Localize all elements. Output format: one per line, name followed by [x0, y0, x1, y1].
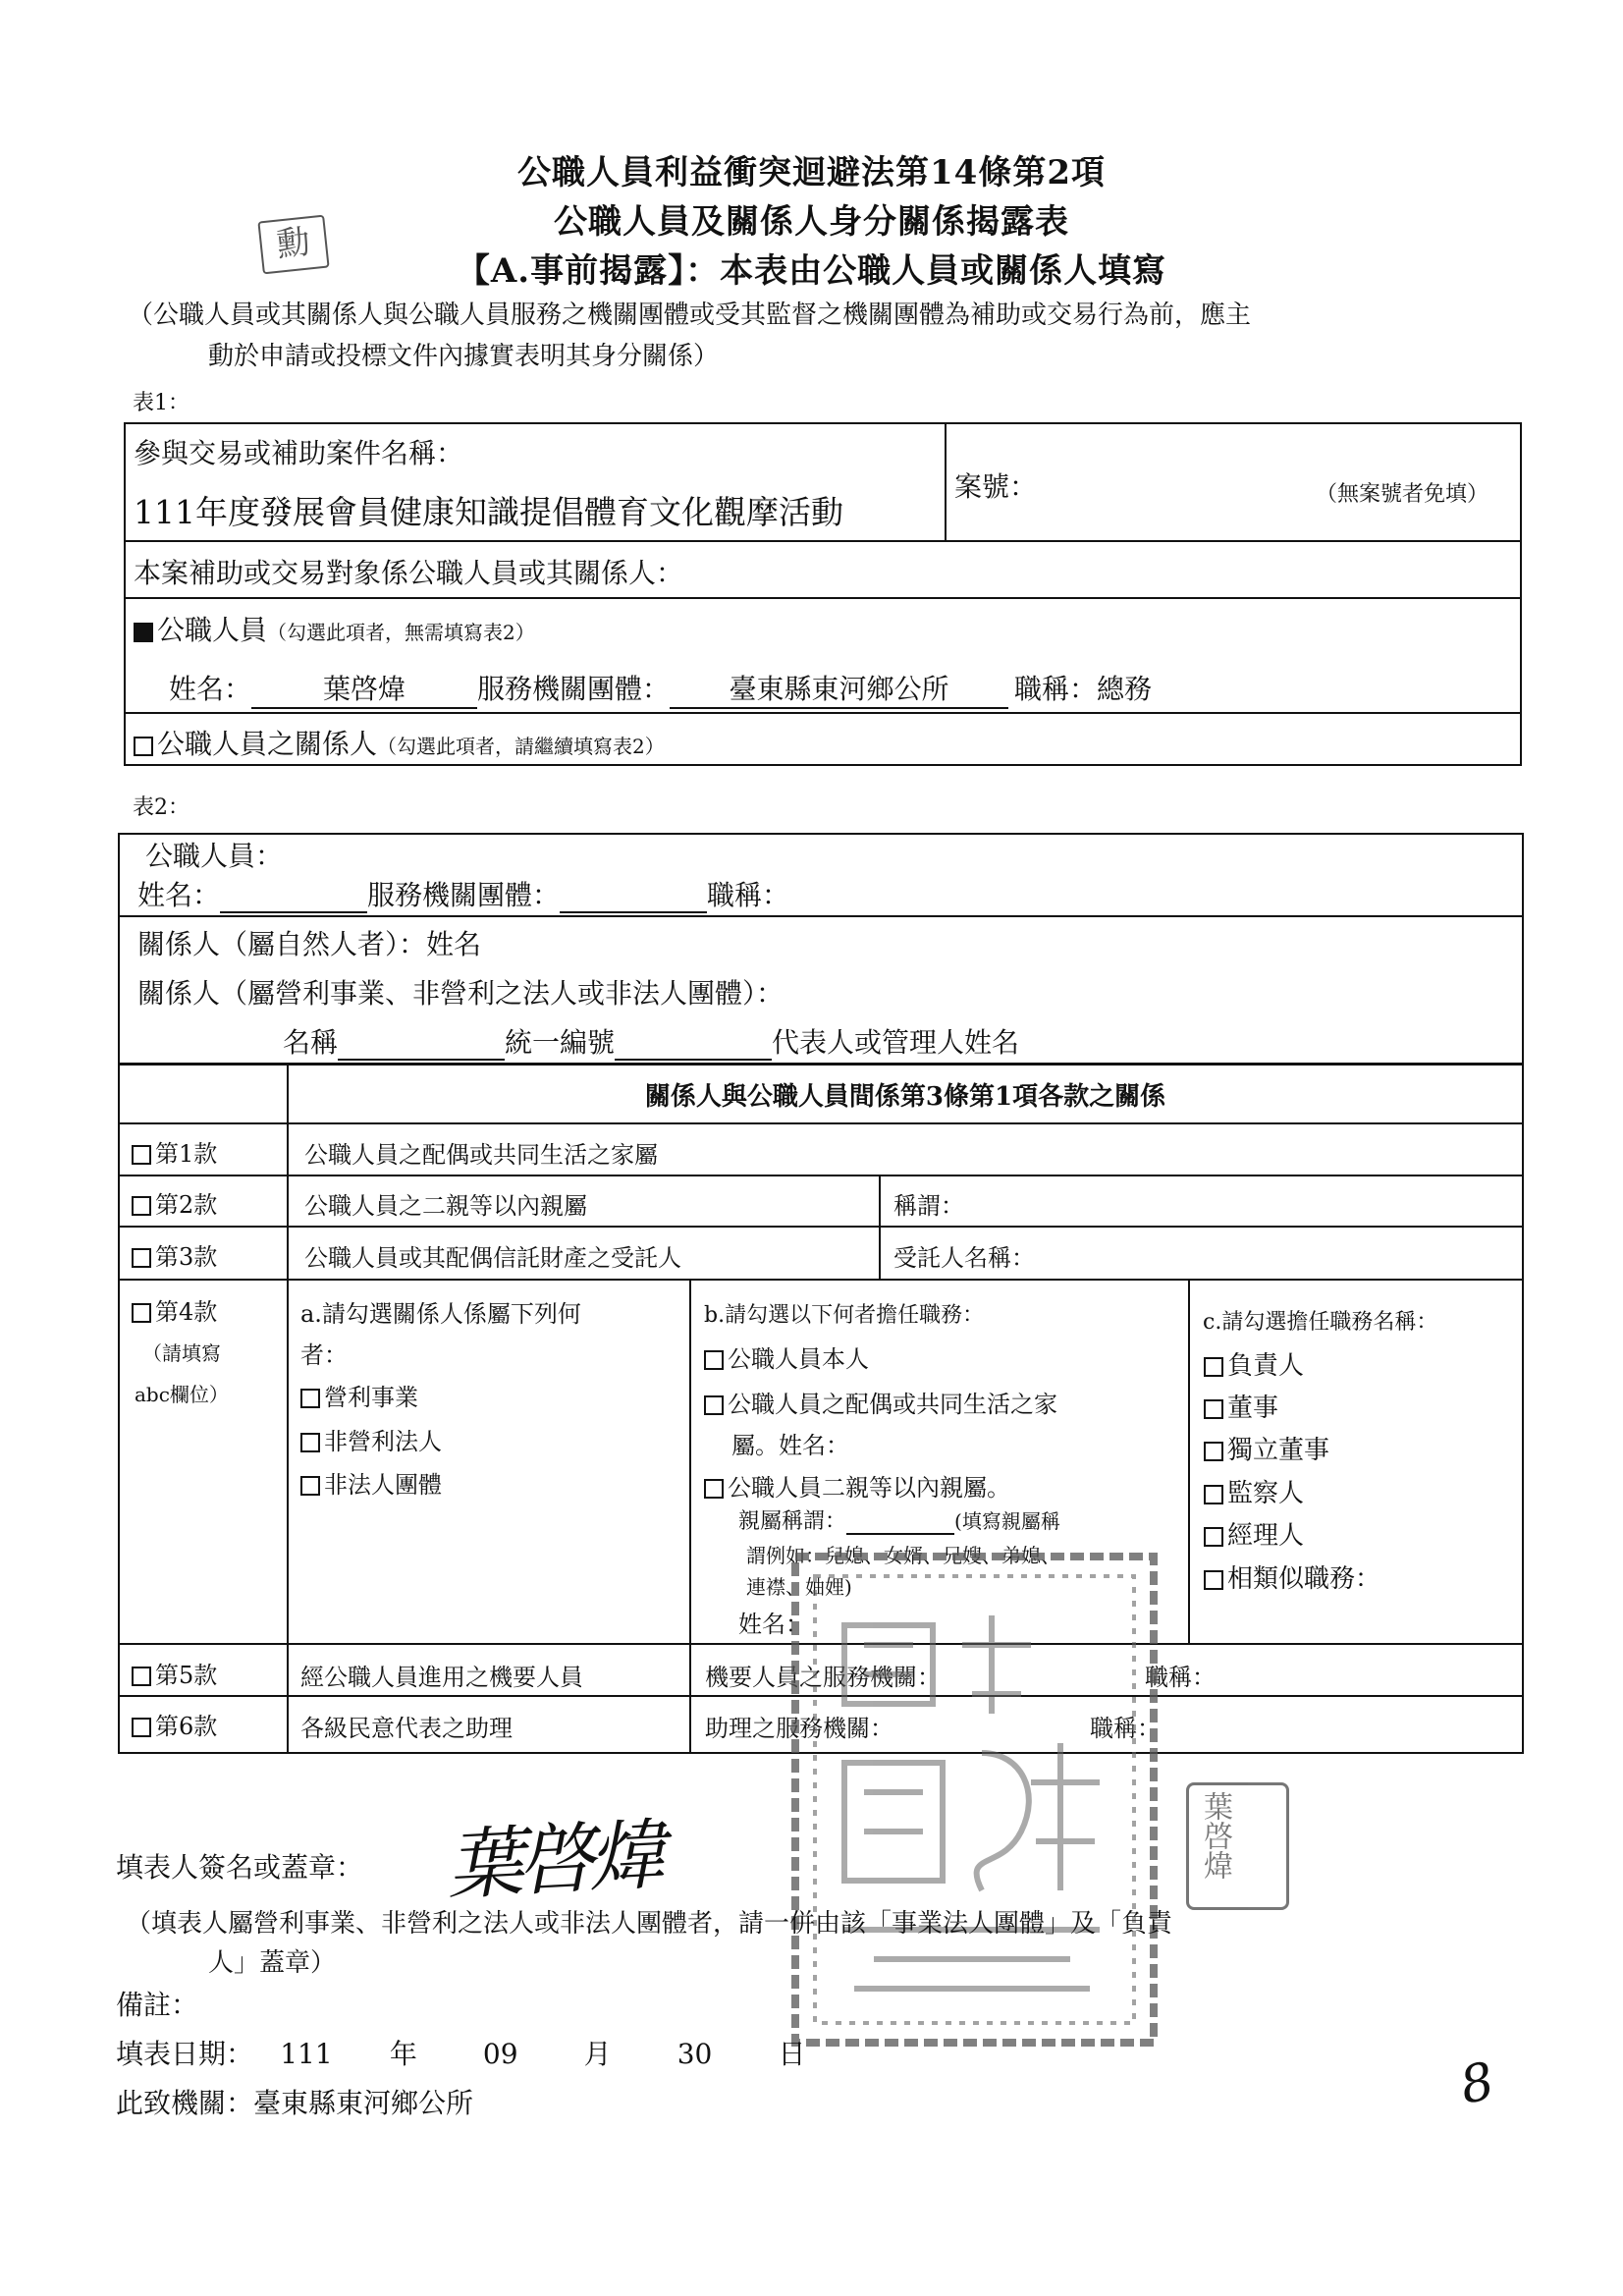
clause2-option[interactable]	[132, 1185, 217, 1220]
col-b-opt2-label: 公職人員之配偶或共同生活之家	[728, 1391, 1057, 1418]
official-info-row	[169, 668, 1152, 709]
entity-name-label: 名稱	[283, 1026, 339, 1059]
col-c-opt6-checkbox[interactable]	[1204, 1570, 1223, 1590]
col-a-opt3-checkbox[interactable]	[300, 1476, 320, 1496]
t2-rule4	[118, 1175, 1524, 1176]
case-no-note: （無案號者免填）	[1316, 482, 1489, 507]
col-b-opt1[interactable]	[704, 1339, 869, 1374]
clause4-note2: abc欄位）	[135, 1383, 229, 1406]
case-name-label: 參與交易或補助案件名稱：	[134, 437, 464, 469]
col-c-opt6[interactable]	[1204, 1558, 1380, 1595]
t2-col-b	[689, 1279, 691, 1754]
t2-agency-label: 服務機關團體：	[367, 879, 561, 911]
clause2-extra: 稱謂：	[893, 1192, 964, 1220]
intro-line1: （公職人員或其關係人與公職人員服務之機關團體或受其監督之機關團體為補助或交易行為前，應主	[128, 301, 1252, 330]
official-option-label: 公職人員	[157, 614, 268, 646]
clause2-label: 第2款	[155, 1191, 218, 1219]
col-b-opt2[interactable]	[704, 1385, 1057, 1419]
t2-official-label: 公職人員：	[145, 840, 284, 872]
clause6-extra1: 助理之服務機關：	[705, 1715, 893, 1742]
date-year: 111	[280, 2038, 333, 2070]
case-no-label: 案號：	[954, 470, 1038, 503]
clause3-desc: 公職人員或其配偶信託財產之受託人	[304, 1244, 681, 1272]
remark-label: 備註：	[116, 1989, 199, 2021]
col-c-opt1-label: 負責人	[1227, 1351, 1305, 1381]
col-a-opt2-label: 非營利法人	[324, 1428, 442, 1455]
relative-option-label: 公職人員之關係人	[157, 728, 378, 760]
table1-label: 表1：	[133, 391, 189, 415]
col-b-name-label: 姓名：	[738, 1611, 809, 1638]
clause4-note1: （請填寫	[142, 1341, 221, 1365]
t2-rule6	[118, 1279, 1524, 1281]
col-b-rel-note1: (填寫親屬稱	[954, 1509, 1060, 1533]
date-row	[116, 2033, 836, 2072]
col-c-opt4[interactable]	[1204, 1473, 1304, 1509]
clause4-option[interactable]	[132, 1292, 217, 1327]
to-label: 此致機關：	[116, 2087, 254, 2119]
to-row	[116, 2082, 473, 2121]
col-c-opt4-checkbox[interactable]	[1204, 1485, 1223, 1504]
intro-line2: 動於申請或投標文件內據實表明其身分關係）	[208, 342, 720, 371]
official-seal	[785, 1547, 1163, 2052]
clause6-desc: 各級民意代表之助理	[300, 1715, 513, 1742]
official-option[interactable]	[134, 609, 535, 648]
t2-official-row	[137, 874, 789, 913]
entity-id-label: 統一編號	[505, 1026, 616, 1059]
clause6-extra2: 職稱：	[1090, 1715, 1161, 1742]
agency-value: 臺東縣東河鄉公所	[670, 668, 1008, 709]
t2-title-label: 職稱：	[707, 879, 790, 911]
agency-label: 服務機關團體：	[477, 673, 671, 705]
col-c-opt6-label: 相類似職務：	[1227, 1564, 1381, 1594]
col-a-opt3-label: 非法人團體	[324, 1471, 442, 1499]
received-stamp-text: 勳	[274, 222, 312, 265]
t2-col1	[287, 1063, 289, 1754]
personal-seal	[1186, 1782, 1289, 1910]
clause6-checkbox[interactable]	[132, 1718, 151, 1737]
col-b-rel-blank[interactable]	[846, 1513, 954, 1535]
t2-entity-row	[283, 1021, 1019, 1061]
name-value: 葉啓煒	[251, 668, 477, 709]
relative-option[interactable]	[134, 723, 665, 762]
col-b-opt3[interactable]	[704, 1468, 1010, 1503]
table1-rule2	[124, 597, 1522, 599]
header-line2: 公職人員及關係人身分關係揭露表	[554, 202, 1069, 242]
col-b-rel-note3: 連襟、妯娌)	[746, 1575, 852, 1599]
col-b-opt2-line2: 屬。姓名：	[731, 1432, 849, 1459]
entity-name-blank[interactable]	[338, 1035, 505, 1061]
clause4-label: 第4款	[155, 1298, 218, 1326]
table2-label: 表2：	[133, 795, 189, 820]
relative-note: （勾選此項者，請繼續填寫表2）	[377, 735, 665, 758]
header-line3: 【A.事前揭露】：本表由公職人員或關係人填寫	[456, 251, 1167, 291]
col-a-opt1-label: 營利事業	[324, 1384, 418, 1411]
entity-rep-label: 代表人或管理人姓名	[772, 1026, 1020, 1059]
received-stamp	[257, 215, 329, 275]
col-c-opt2-label: 董事	[1227, 1394, 1279, 1423]
clause5-extra2: 職稱：	[1145, 1664, 1216, 1691]
col-a-opt2[interactable]	[300, 1422, 442, 1456]
col-a-opt1[interactable]	[300, 1378, 418, 1412]
clause3-checkbox[interactable]	[132, 1248, 151, 1268]
title-label: 職稱：	[1014, 673, 1098, 705]
clause4-checkbox[interactable]	[132, 1303, 151, 1323]
col-c-opt1-checkbox[interactable]	[1204, 1357, 1223, 1377]
month-label: 月	[583, 2038, 612, 2070]
name-label: 姓名：	[169, 673, 252, 705]
col-a-title1: a.請勾選關係人係屬下列何	[300, 1300, 581, 1328]
clause2-desc: 公職人員之二親等以內親屬	[304, 1192, 587, 1220]
col-c-opt5[interactable]	[1204, 1515, 1304, 1552]
col-a-opt2-checkbox[interactable]	[300, 1433, 320, 1452]
header-line1: 公職人員利益衝突迴避法第14條第2項	[517, 153, 1106, 192]
col-c-opt2[interactable]	[1204, 1388, 1278, 1424]
col-c-title: c.請勾選擔任職務名稱：	[1203, 1310, 1438, 1335]
clause5-desc: 經公職人員進用之機要人員	[300, 1664, 583, 1691]
t2-rule5	[118, 1226, 1524, 1228]
page-mark: 8	[1455, 2051, 1499, 2116]
date-month: 09	[482, 2038, 518, 2070]
title-value: 總務	[1097, 673, 1153, 705]
t2-col-c	[1188, 1279, 1190, 1643]
table1-divider	[945, 422, 947, 540]
date-day: 30	[676, 2038, 713, 2070]
col-c-opt5-checkbox[interactable]	[1204, 1527, 1223, 1547]
clause5-option[interactable]	[132, 1656, 217, 1690]
col-a-title2: 者：	[300, 1341, 348, 1369]
clause-header: 關係人與公職人員間係第3條第1項各款之關係	[644, 1082, 1166, 1112]
clause6-option[interactable]	[132, 1707, 217, 1741]
t2-agency-blank[interactable]	[560, 888, 707, 913]
col-c-opt4-label: 監察人	[1227, 1479, 1305, 1508]
col-b-opt3-label: 公職人員二親等以內親屬。	[728, 1474, 1010, 1502]
entity-id-blank[interactable]	[615, 1035, 772, 1061]
sign-note-line1: （填表人屬營利事業、非營利之法人或非法人團體者，請一併由該「事業法人團體」及「負責	[126, 1909, 1173, 1939]
col-c-opt3[interactable]	[1204, 1430, 1329, 1466]
t2-rule1	[118, 915, 1524, 917]
table1-rule3	[124, 712, 1522, 714]
relative-checkbox[interactable]	[134, 737, 153, 756]
day-label: 日	[778, 2038, 806, 2070]
table1	[124, 422, 1522, 766]
year-label: 年	[389, 2038, 417, 2070]
t2-rule3	[118, 1122, 1524, 1124]
t2-col-extra	[879, 1175, 881, 1279]
col-b-opt3-checkbox[interactable]	[704, 1479, 724, 1499]
col-c-opt3-checkbox[interactable]	[1204, 1442, 1223, 1461]
signature: 葉啓煒	[445, 1811, 662, 1911]
clause3-label: 第3款	[155, 1243, 218, 1271]
clause5-extra1: 機要人員之服務機關：	[705, 1664, 941, 1691]
clause6-label: 第6款	[155, 1713, 218, 1740]
clause1-desc: 公職人員之配偶或共同生活之家屬	[304, 1141, 658, 1169]
t2-name-blank[interactable]	[220, 888, 367, 913]
clause1-label: 第1款	[155, 1140, 218, 1168]
col-b-rel-label: 親屬稱謂：	[738, 1509, 847, 1534]
table1-rule1	[124, 540, 1522, 542]
official-note: （勾選此項者，無需填寫表2）	[267, 621, 535, 644]
clause3-option[interactable]	[132, 1237, 217, 1272]
sign-note-line2: 人」蓋章）	[208, 1948, 337, 1978]
clause1-checkbox[interactable]	[132, 1145, 151, 1165]
clause2-checkbox[interactable]	[132, 1196, 151, 1216]
personal-seal-text: 葉啓煒	[1198, 1791, 1232, 1880]
target-label: 本案補助或交易對象係公職人員或其關係人：	[134, 557, 684, 589]
col-a-opt3[interactable]	[300, 1465, 442, 1500]
col-b-rel-note2: 謂例如：兒媳、女婿、兄嫂、弟媳、	[746, 1544, 1060, 1567]
col-c-opt5-label: 經理人	[1227, 1521, 1305, 1551]
col-b-rel-row	[738, 1504, 1060, 1535]
col-b-opt1-label: 公職人員本人	[728, 1345, 869, 1373]
col-b-opt1-checkbox[interactable]	[704, 1350, 724, 1370]
t2-natural-label: 關係人（屬自然人者）：姓名	[137, 928, 482, 960]
t2-rule2	[118, 1063, 1524, 1066]
col-b-title: b.請勾選以下何者擔任職務：	[704, 1303, 985, 1328]
col-c-opt2-checkbox[interactable]	[1204, 1399, 1223, 1419]
col-c-opt3-label: 獨立董事	[1227, 1436, 1330, 1465]
date-label: 填表日期：	[116, 2038, 254, 2070]
clause5-label: 第5款	[155, 1662, 218, 1689]
to-value: 臺東縣東河鄉公所	[253, 2087, 474, 2119]
clause1-option[interactable]	[132, 1134, 217, 1169]
sign-label: 填表人簽名或蓋章：	[116, 1851, 364, 1884]
clause3-extra: 受託人名稱：	[893, 1244, 1035, 1272]
case-name-value: 111年度發展會員健康知識提倡體育文化觀摩活動	[134, 493, 843, 531]
official-checkbox[interactable]	[134, 623, 153, 642]
clause5-checkbox[interactable]	[132, 1667, 151, 1686]
t2-entity-label: 關係人（屬營利事業、非營利之法人或非法人團體）：	[137, 977, 784, 1010]
col-c-opt1[interactable]	[1204, 1345, 1304, 1382]
t2-name-label: 姓名：	[137, 879, 221, 911]
col-b-opt2-checkbox[interactable]	[704, 1395, 724, 1415]
col-a-opt1-checkbox[interactable]	[300, 1389, 320, 1408]
